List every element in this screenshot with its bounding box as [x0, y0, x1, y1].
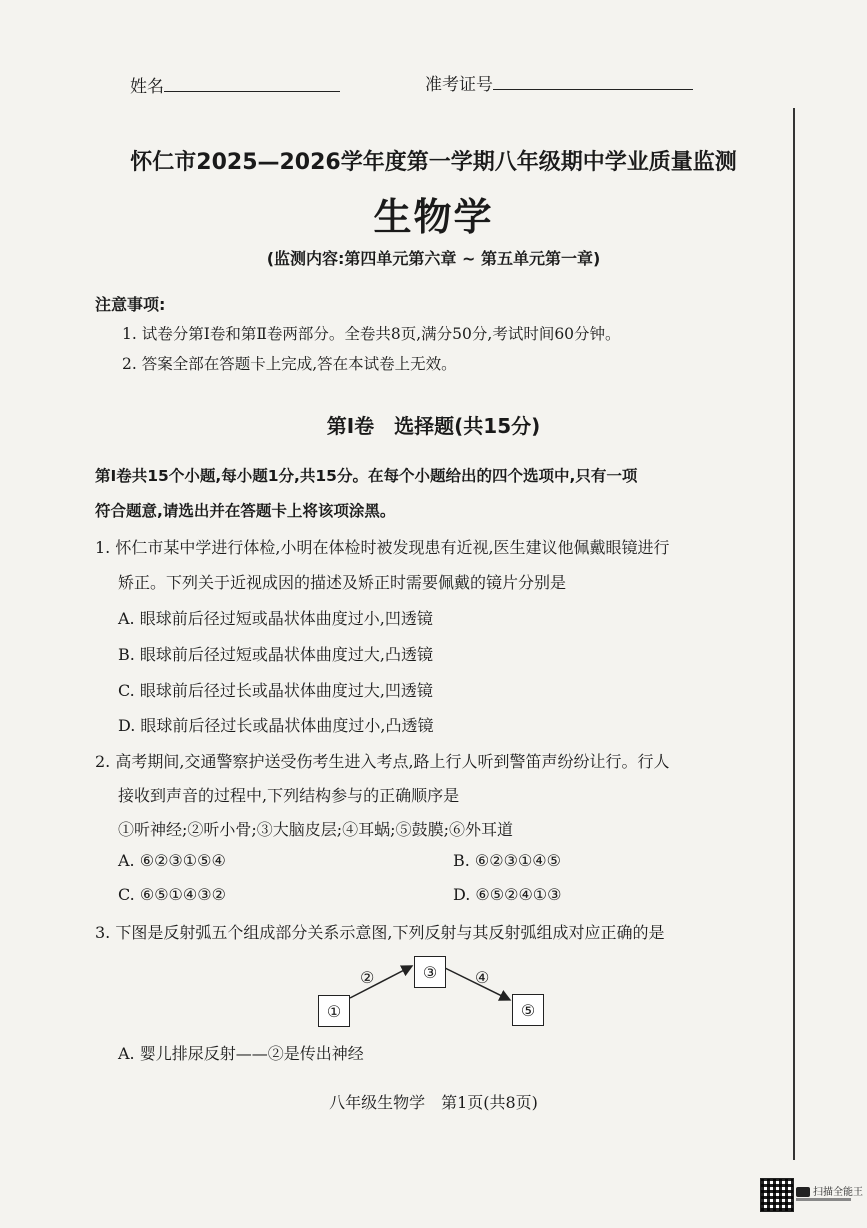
question-2-option-a[interactable]: A. ⑥②③①⑤④ — [118, 851, 226, 870]
question-3-option-a[interactable]: A. 婴儿排尿反射——②是传出神经 — [118, 1044, 364, 1063]
question-2-structures: ①听神经;②听小骨;③大脑皮层;④耳蜗;⑤鼓膜;⑥外耳道 — [118, 820, 513, 839]
question-2-option-b[interactable]: B. ⑥②③①④⑤ — [453, 851, 561, 870]
reflex-arc-diagram — [300, 950, 560, 1030]
diagram-label-4: ④ — [475, 968, 490, 987]
name-blank[interactable] — [164, 91, 340, 92]
question-1-option-a[interactable]: A. 眼球前后径过短或晶状体曲度过小,凹透镜 — [118, 609, 433, 628]
section-title: 第Ⅰ卷 选择题(共15分) — [326, 414, 541, 438]
name-field[interactable] — [130, 72, 340, 97]
question-2-option-d[interactable]: D. ⑥⑤②④①③ — [453, 885, 562, 904]
diagram-label-2: ② — [360, 968, 375, 987]
section-intro: 第Ⅰ卷共15个小题,每小题1分,共15分。在每个小题给出的四个选项中,只有一项 — [95, 467, 638, 485]
diagram-box-center: ③ — [414, 956, 446, 988]
exam-id-blank[interactable] — [493, 89, 693, 90]
page-footer: 八年级生物学 第1页(共8页) — [329, 1093, 538, 1112]
scanner-badge-subline — [796, 1198, 851, 1201]
scanner-badge — [796, 1183, 863, 1198]
section-intro: 符合题意,请选出并在答题卡上将该项涂黑。 — [95, 502, 396, 520]
diagram-box-receptor: ① — [318, 995, 350, 1027]
note-item: 2. 答案全部在答题卡上完成,答在本试卷上无效。 — [122, 355, 457, 373]
note-item: 1. 试卷分第Ⅰ卷和第Ⅱ卷两部分。全卷共8页,满分50分,考试时间60分钟。 — [122, 325, 621, 343]
exam-id-label: 准考证号 — [425, 75, 493, 95]
qr-code-icon — [760, 1178, 794, 1212]
question-2-stem: 接收到声音的过程中,下列结构参与的正确顺序是 — [118, 786, 460, 805]
exam-title: 怀仁市2025—2026学年度第一学期八年级期中学业质量监测 — [130, 150, 737, 175]
scanner-badge-text: 扫描全能王 — [813, 1187, 863, 1198]
question-2-stem: 2. 高考期间,交通警察护送受伤考生进入考点,路上行人听到警笛声纷纷让行。行人 — [95, 752, 670, 771]
subject-title: 生物学 — [373, 195, 494, 239]
question-1-option-b[interactable]: B. 眼球前后径过短或晶状体曲度过大,凸透镜 — [118, 645, 434, 664]
name-label: 姓名 — [130, 77, 164, 97]
diagram-box-effector: ⑤ — [512, 994, 544, 1026]
question-1-option-d[interactable]: D. 眼球前后径过长或晶状体曲度过小,凸透镜 — [118, 716, 434, 735]
scanner-logo-icon — [796, 1187, 810, 1197]
question-2-option-c[interactable]: C. ⑥⑤①④③② — [118, 885, 226, 904]
notes-heading: 注意事项: — [95, 295, 166, 314]
exam-scope: (监测内容:第四单元第六章 ~ 第五单元第一章) — [266, 249, 601, 268]
question-3-stem: 3. 下图是反射弧五个组成部分关系示意图,下列反射与其反射弧组成对应正确的是 — [95, 923, 665, 942]
question-1-stem: 1. 怀仁市某中学进行体检,小明在体检时被发现患有近视,医生建议他佩戴眼镜进行 — [95, 538, 670, 557]
exam-id-field[interactable] — [425, 70, 693, 95]
question-1-option-c[interactable]: C. 眼球前后径过长或晶状体曲度过大,凹透镜 — [118, 681, 433, 700]
question-1-stem: 矫正。下列关于近视成因的描述及矫正时需要佩戴的镜片分别是 — [118, 573, 567, 592]
